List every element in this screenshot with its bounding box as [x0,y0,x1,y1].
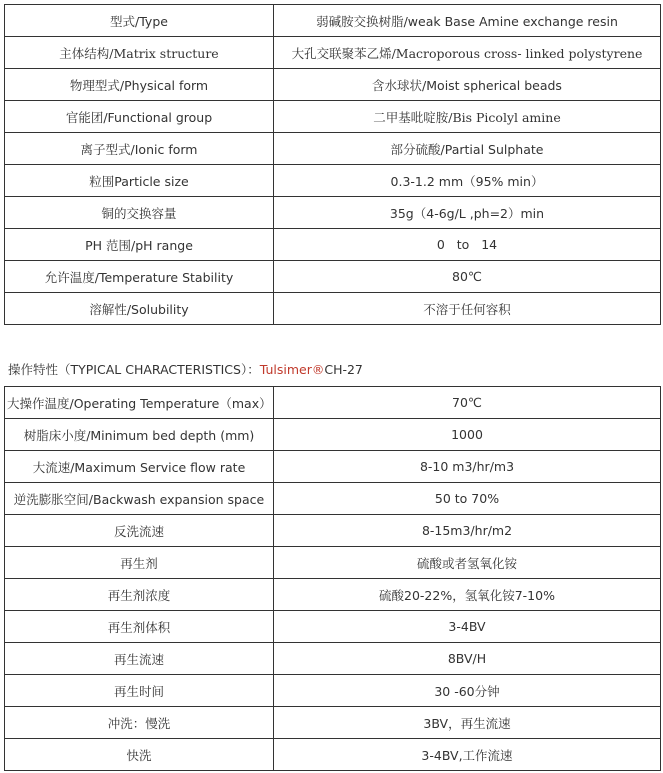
operating-value: 3-4BV [274,611,661,643]
table-row [5,101,661,133]
property-value: 0.3-1.2 mm（95% min） [274,165,661,197]
table-row [5,515,661,547]
operating-value: 硫酸或者氢氧化铵 [274,547,661,579]
table-row [5,611,661,643]
section-title-prefix: 操作特性（TYPICAL CHARACTERISTICS）： [8,362,260,377]
property-label: PH 范围/pH range [5,229,274,261]
property-value: 0 to 14 [274,229,661,261]
table-row [5,643,661,675]
operating-value: 70℃ [274,387,661,419]
table-row [5,165,661,197]
operating-value: 3BV，再生流速 [274,707,661,739]
operating-value: 8-10 m3/hr/m3 [274,451,661,483]
property-label: 铜的交换容量 [5,197,274,229]
operating-label: 再生时间 [5,675,274,707]
property-label: 粒围Particle size [5,165,274,197]
operating-value: 硫酸20-22%，氢氧化铵7-10% [274,579,661,611]
operating-value: 50 to 70% [274,483,661,515]
brand-name: Tulsimer® [259,362,325,377]
section-title [8,360,363,378]
operating-value: 8BV/H [274,643,661,675]
property-value: 含水球状/Moist spherical beads [274,69,661,101]
property-value: 80℃ [274,261,661,293]
operating-label: 冲洗：慢洗 [5,707,274,739]
operating-label: 再生剂浓度 [5,579,274,611]
table-row [5,229,661,261]
operating-table [4,386,661,771]
table-row [5,707,661,739]
property-label: 溶解性/Solubility [5,293,274,325]
table-row [5,261,661,293]
property-value: 35g（4-6g/L ,ph=2）min [274,197,661,229]
table-row [5,5,661,37]
operating-label: 逆洗膨胀空间/Backwash expansion space [5,483,274,515]
property-label: 官能团/Functional group [5,101,274,133]
operating-value: 8-15m3/hr/m2 [274,515,661,547]
property-value: 部分硫酸/Partial Sulphate [274,133,661,165]
table-row [5,69,661,101]
table-row [5,547,661,579]
table-row [5,579,661,611]
property-value: 弱碱胺交换树脂/weak Base Amine exchange resin [274,5,661,37]
property-value: 二甲基吡啶胺/Bis Picolyl amine [274,101,661,133]
table-row [5,133,661,165]
table-row [5,293,661,325]
table-row [5,387,661,419]
operating-label: 反洗流速 [5,515,274,547]
property-label: 主体结构/Matrix structure [5,37,274,69]
property-label: 物理型式/Physical form [5,69,274,101]
model-name: CH-27 [324,362,363,377]
operating-label: 大操作温度/Operating Temperature（max） [5,387,274,419]
property-value: 大孔交联聚苯乙烯/Macroporous cross- linked polystyrene [274,37,661,69]
operating-label: 快洗 [5,739,274,771]
operating-label: 树脂床小度/Minimum bed depth (mm) [5,419,274,451]
table-row [5,483,661,515]
operating-label: 再生剂体积 [5,611,274,643]
table-row [5,451,661,483]
property-label: 型式/Type [5,5,274,37]
operating-value: 1000 [274,419,661,451]
property-value: 不溶于任何容积 [274,293,661,325]
property-label: 离子型式/Ionic form [5,133,274,165]
operating-label: 再生剂 [5,547,274,579]
table-row [5,739,661,771]
table-row [5,419,661,451]
table-row [5,675,661,707]
table-row [5,197,661,229]
table-row [5,37,661,69]
property-label: 允许温度/Temperature Stability [5,261,274,293]
operating-label: 再生流速 [5,643,274,675]
operating-label: 大流速/Maximum Service flow rate [5,451,274,483]
operating-value: 30 -60分钟 [274,675,661,707]
properties-table [4,4,661,325]
operating-value: 3-4BV,工作流速 [274,739,661,771]
